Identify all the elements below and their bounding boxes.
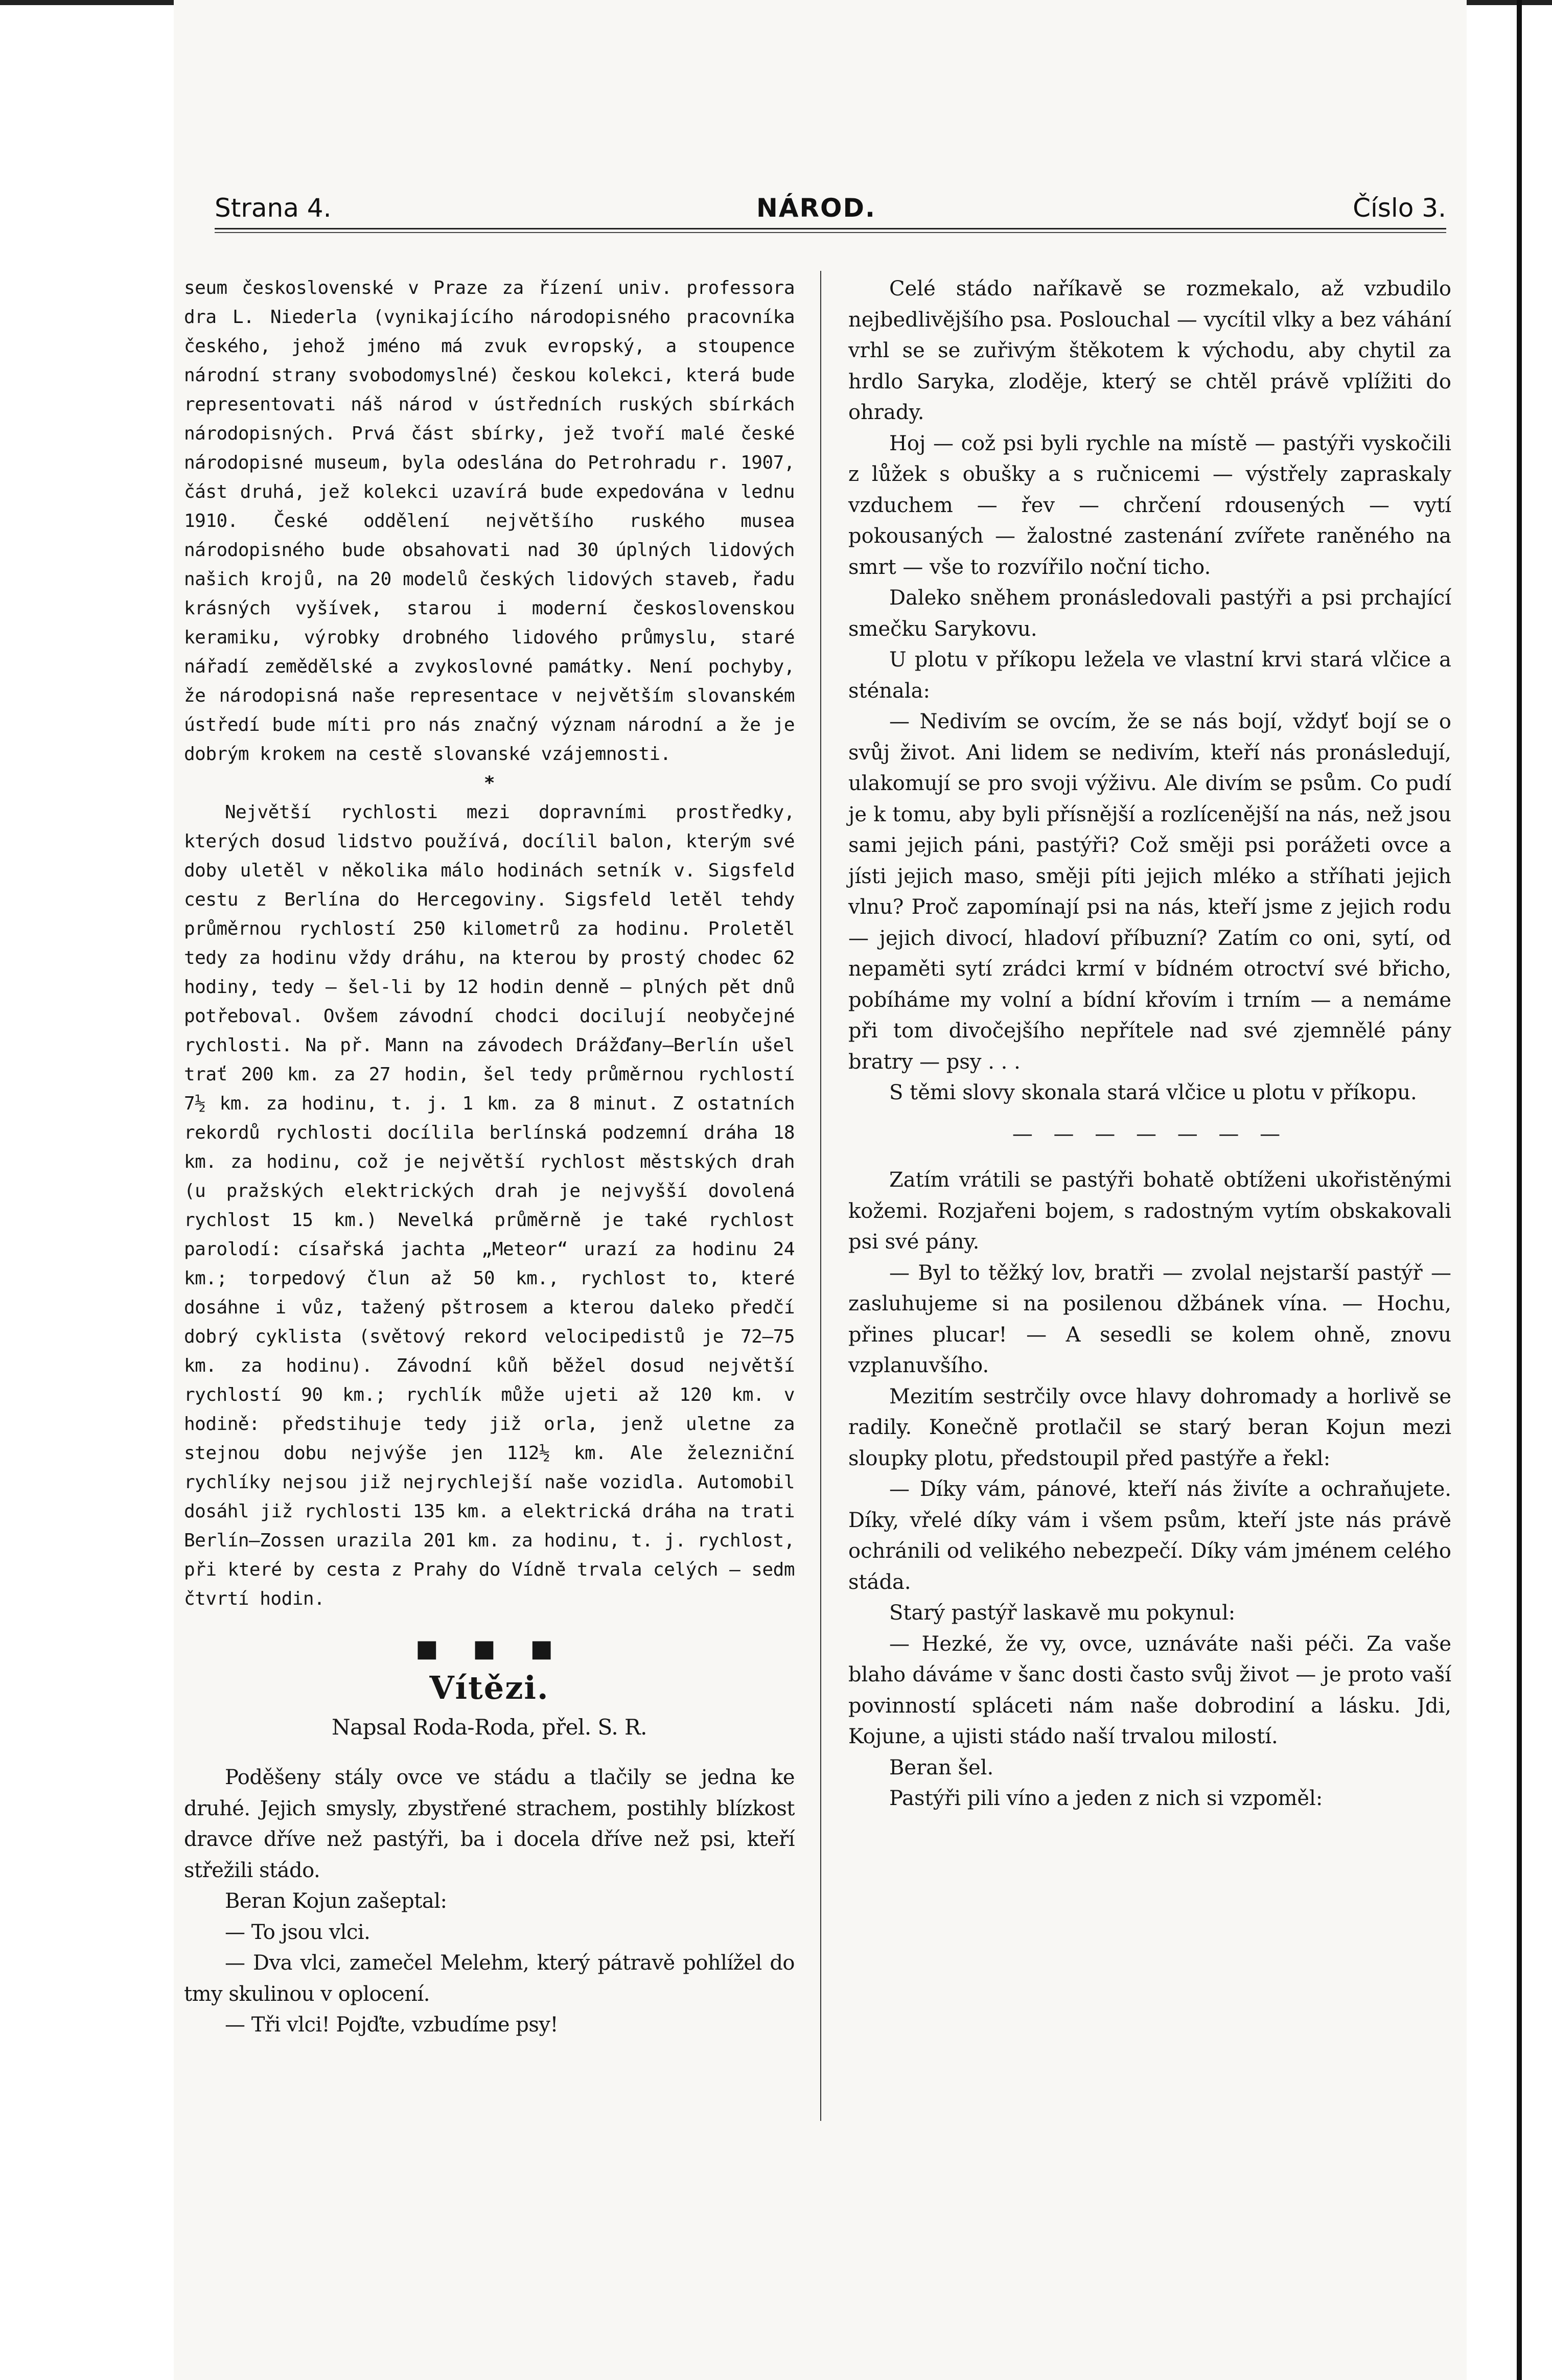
story-paragraph: — Tři vlci! Pojďte, vzbudíme psy! [225,2013,559,2037]
story-paragraph: Poděšeny stály ovce ve stádu a tlačily se jedna ke druhé. Jejich smysly, zbystřené strachem, postihly blízkost dravce dříve než pastýři, ba i docela dříve než psi, kteří střežili stádo. [184,1766,795,1882]
story-paragraph: — Nedivím se ovcím, že se nás bojí, vždyť bojí se o svůj život. Ani lidem se nedivím, kteří nás pronásledují, ulakomují se pro svoji výživu. Ale divím se psům. Co pudí je k tomu, aby byli přísnější a rozlícenější na nás, než jsou sami jejich páni, pastýři? Což směji psi porážeti ovce a jísti jejich maso, směji píti jejich mléko a stříhati jejich vlnu? Proč zapomínají psi na nás, kteří jsme z jejich rodu — jejich divocí, hladoví příbuzní? Zatím co oni, sytí, od nepaměti sytí zrádci krmí v bídném otroctví své břicho, pobíháme my volní a bídní křovím i trním — a nemáme při tom divočejšího nepřítele nad své zjemnělé pány bratry — psy . . . [848,710,1451,1074]
scene-break: — — — — — — — [1012,1122,1288,1146]
newspaper-page [174,0,1467,2380]
issue-number: Číslo 3. [1353,193,1446,223]
story-byline: Napsal Roda-Roda, přel. S. R. [331,1715,647,1740]
section-separator-squares: ■ ■ ■ [418,1630,561,1666]
story-title: Vítězi. [429,1669,549,1706]
story-paragraph: Beran Kojun zašeptal: [225,1889,447,1913]
story-paragraph: Pastýři pili víno a jeden z nich si vzpoměl: [889,1787,1323,1810]
story-paragraph: U plotu v příkopu ležela ve vlastní krvi stará vlčice a sténala: [848,648,1451,703]
story-paragraph: Hoj — což psi byli rychle na místě — pastýři vyskočili z lůžek s obušky a s ručnicemi — výstřely zapraskaly vzduchem — řev — chrčení rdousených — vytí pokousaných — žalostné zastenání zvířete raněného na smrt — vše to rozvířilo noční ticho. [848,431,1451,579]
story-paragraph: Beran šel. [889,1755,994,1780]
story-paragraph: Starý pastýř laskavě mu pokynul: [889,1601,1236,1625]
right-column [848,273,1451,1814]
scan-border-right [1517,0,1522,2380]
story-paragraph: — Byl to těžký lov, bratři — zvolal nejstarší pastýř — zasluhujeme si na posilenou džbánek vína. — Hochu, přines plucar! — A sesedli se kolem ohně, znovu vzplanuvšího. [848,1261,1451,1377]
newspaper-title: NÁROD. [756,193,876,223]
story-paragraph: — Díky vám, pánové, kteří nás živíte a ochraňujete. Díky, vřelé díky vám i všem psům, kteří jste nás právě ochránili od velikého nebezpečí. Díky vám jménem celého stáda. [848,1477,1451,1594]
story-paragraph: Zatím vrátili se pastýři bohatě obtíženi ukořistěnými kožemi. Rozjařeni bojem, s radostným vytím obskakovali psi své pány. [848,1168,1451,1254]
story-paragraph: Mezitím sestrčily ovce hlavy dohromady a horlivě se radily. Konečně protlačil se starý beran Kojun mezi sloupky plotu, předstoupil před pastýře a řekl: [848,1384,1451,1470]
speed-article: Největší rychlosti mezi dopravními prostředky, kterých dosud lidstvo používá, docílil balon, kterým své doby uletěl v několika málo hodinách setník v. Sigsfeld cestu z Berlína do Hercegoviny. Sigsfeld letěl tehdy průměrnou rychlostí 250 kilometrů za hodinu. Proletěl tedy za hodinu vždy dráhu, na kterou by prostý chodec 62 hodiny, tedy — šel-li by 12 hodin denně — plných pět dnů potřeboval. Ovšem závodní chodci docilují neobyčejné rychlosti. Na př. Mann na závodech Drážďany—Berlín ušel trať 200 km. za 27 hodin, šel tedy průměrnou rychlostí 7½ km. za hodinu, t. j. 1 km. za 8 minut. Z ostatních rekordů rychlosti docílila berlínská podzemní dráha 18 km. za hodinu, což je největší rychlost městských drah (u pražských elektrických drah je nejvyšší dovolená rychlost 15 km.) Nevelká průměrně je také rychlost parolodí: císařská jachta „Meteor“ urazí za hodinu 24 km.; torpedový člun až 50 km., rychlost to, které dosáhne i vůz, tažený pštrosem a kterou daleko předčí dobrý cyklista (světový rekord velocipedistů je 72—75 km. za hodinu). Závodní kůň běžel dosud největší rychlostí 90 km.; rychlík může ujeti až 120 km. v hodině: předstihuje tedy již orla, jenž uletne za stejnou dobu nejvýše jen 112½ km. Ale železniční rychlíky nejsou již nejrychlejší naše vozidla. Automobil dosáhl již rychlosti 135 km. a elektrická dráha na trati Berlín—Zossen urazila 201 km. za hodinu, t. j. rychlost, při které by cesta z Prahy do Vídně trvala celých — sedm čtvrtí hodin. [184,802,795,1609]
museum-article: seum československé v Praze za řízení univ. professora dra L. Niederla (vynikajícího národopisného pracovníka českého, jehož jméno má zvuk evropský, a stoupence národní strany svobodomyslné) českou kolekci, která bude representovati náš národ v ústředních ruských sbírkách národopisných. Prvá část sbírky, jež tvoří malé české národopisné museum, byla odeslána do Petrohradu r. 1907, část druhá, jež kolekci uzavírá bude expedována v lednu 1910. České oddělení největšího ruského musea národopisného bude obsahovati nad 30 úplných lidových našich krojů, na 20 modelů českých lidových staveb, řadu krásných vyšívek, starou i moderní československou keramiku, výrobky drobného lidového průmyslu, staré nářadí zemědělské a zvykoslovné památky. Není pochyby, že národopisná naše representace v největším slovanském ústředí bude míti pro nás značný význam národní a že je dobrým krokem na cestě slovanské vzájemnosti. [184,278,795,765]
header-rule-secondary [215,232,1446,233]
page-header [215,193,1446,229]
story-paragraph: — Hezké, že vy, ovce, uznáváte naši péči. Za vaše blaho dáváme v šanc dosti často svůj život — je proto vaší povinností spláceti nám naše dobrodiní a lásku. Jdi, Kojune, a ujisti stádo naší trvalou milostí. [848,1632,1451,1748]
left-column [184,273,795,2041]
column-divider [820,271,821,2121]
story-paragraph: S těmi slovy skonala stará vlčice u plotu v příkopu. [889,1081,1417,1104]
story-paragraph: Daleko sněhem pronásledovali pastýři a psi prchající smečku Sarykovu. [848,586,1451,641]
story-start [184,1762,795,2041]
header-rule [215,228,1446,229]
story-paragraph: — Dva vlci, zamečel Melehm, který pátravě pohlížel do tmy skulinou v oplocení. [184,1951,795,2006]
story-paragraph: Celé stádo naříkavě se rozmekalo, až vzbudilo nejbedlivějšího psa. Poslouchal — vycítil vlky a bez váhání vrhl se se zuřivým štěkotem k východu, aby chytil za hrdlo Saryka, zloděje, který se chtěl právě vplížiti do ohrady. [848,277,1451,424]
page-number: Strana 4. [215,193,332,223]
story-paragraph: — To jsou vlci. [225,1920,370,1944]
article-separator: * [483,773,495,794]
